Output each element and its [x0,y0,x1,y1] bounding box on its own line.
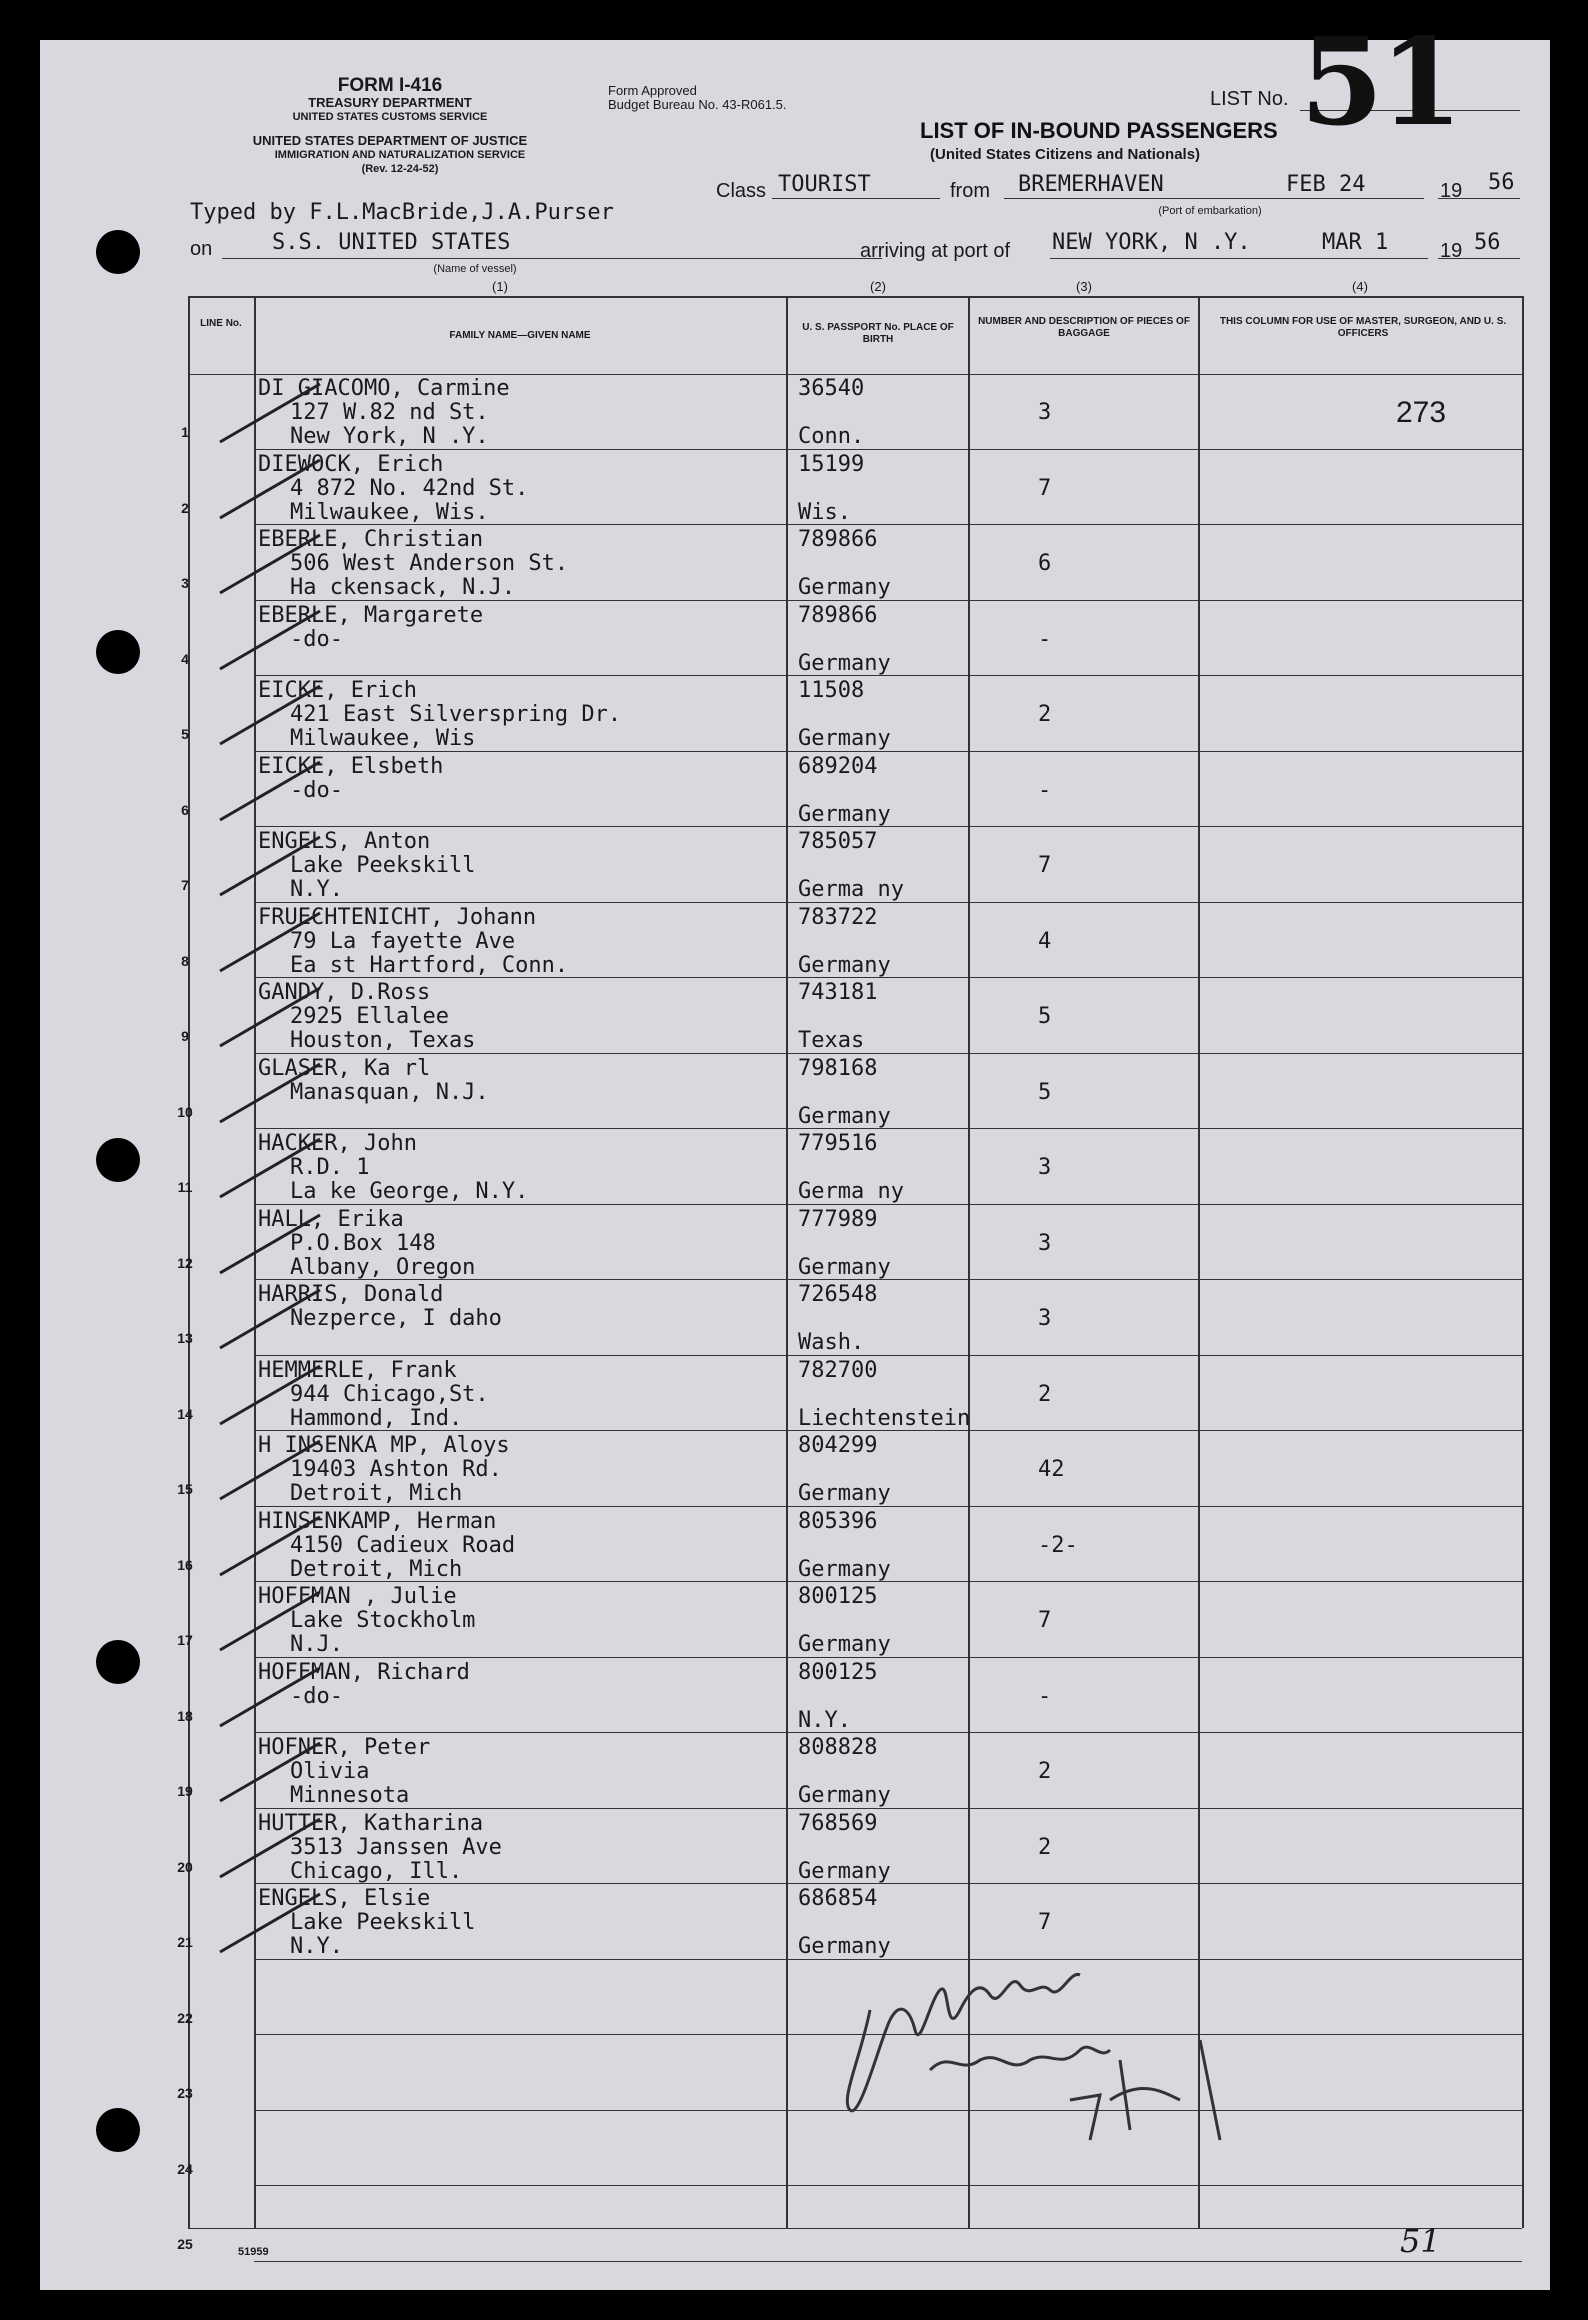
place-of-birth: Wis. [798,499,851,525]
address-line-1: -do- [290,777,343,803]
baggage-count: 2 [1038,702,1052,727]
passport-number: 805396 [798,1508,878,1534]
baggage-count: 3 [1038,400,1052,425]
line-number: 15 [177,1481,193,1497]
table-row [0,1356,1510,1432]
table-row [0,752,1510,828]
passenger-name: DI GIACOMO, Carmine [258,376,510,401]
passport-number: 15199 [798,451,865,477]
passport-number: 743181 [798,980,878,1005]
passenger-name: EICKE, Erich [258,678,417,703]
passenger-name: EBERLE, Margarete [258,602,484,628]
check-mark-icon [210,1815,340,1885]
baggage-count: 3 [1038,1155,1052,1180]
line-number: 1 [181,424,189,440]
table-row [0,1431,1510,1507]
baggage-count: 7 [1038,1608,1052,1633]
place-of-birth: Germany [798,726,891,751]
col-header-line-no: LINE No. [200,318,242,329]
table-row [0,1129,1510,1205]
line-number: 12 [177,1254,193,1271]
form-code: 51959 [238,2246,269,2258]
line-number: 6 [181,801,189,818]
place-of-birth: Germany [798,952,891,978]
passport-number: 798168 [798,1055,878,1081]
vessel-name: S.S. UNITED STATES [272,230,511,255]
passenger-name: HOFFMAN , Julie [258,1584,457,1609]
baggage-count: 6 [1038,551,1052,576]
table-row [0,374,1510,450]
table-row [0,1582,1510,1658]
place-of-birth: Germany [798,650,891,676]
table-row [0,2186,1510,2262]
address-line-1: 79 La fayette Ave [290,928,516,954]
passenger-name: ENGELS, Elsie [258,1886,431,1911]
line-number: 11 [177,1179,193,1195]
on-label: on [190,238,213,260]
table-row [0,1205,1510,1281]
place-of-birth: Conn. [798,424,865,449]
arrival-year-suffix: 56 [1474,230,1501,255]
passenger-name: HUTTER, Katharina [258,1810,484,1836]
check-mark-icon [210,1362,340,1432]
place-of-birth: Liechtenstein [798,1405,971,1431]
address-line-1: -do- [290,626,343,652]
passenger-name: GANDY, D.Ross [258,980,431,1005]
col-header-officers: THIS COLUMN FOR USE OF MASTER, SURGEON, AND U. S. OFFICERS [1219,316,1507,339]
col-num-3: (3) [1076,279,1092,294]
immigration-service: IMMIGRATION AND NATURALIZATION SERVICE [274,149,526,161]
passport-number: 686854 [798,1886,878,1911]
check-mark-icon [210,456,340,526]
departure-year-prefix: 19 [1440,180,1463,202]
line-number: 9 [181,1028,189,1044]
baggage-count: - [1038,626,1052,652]
passenger-name: HACKER, John [258,1131,417,1156]
passport-number: 782700 [798,1357,878,1383]
passenger-name: DIEWOCK, Erich [258,451,444,477]
line-number: 5 [181,726,189,742]
address-line-1: 19403 Ashton Rd. [290,1457,502,1482]
line-number: 17 [177,1632,193,1648]
row-divider [254,2261,1522,2262]
passport-number: 789866 [798,527,878,552]
table-row [0,2035,1510,2111]
passenger-name: GLASER, Ka rl [258,1055,431,1081]
address-line-1: 2925 Ellalee [290,1004,449,1029]
check-mark-icon [210,1588,340,1658]
place-of-birth: Wash. [798,1330,865,1355]
address-line-2: Hammond, Ind. [290,1405,463,1431]
baggage-count: - [1038,777,1052,803]
address-line-1: -do- [290,1683,343,1709]
form-title: FORM I-416 [337,75,443,96]
baggage-count: 2 [1038,1381,1052,1407]
address-line-2: Minnesota [290,1783,410,1808]
baggage-count: 7 [1038,475,1052,501]
passport-number: 36540 [798,376,865,401]
place-of-birth: Germany [798,575,891,600]
address-line-2: Chicago, Ill. [290,1858,463,1884]
table-row [0,1280,1510,1356]
justice-department: UNITED STATES DEPARTMENT OF JUSTICE [252,133,528,148]
place-of-birth: Germany [798,1783,891,1808]
check-mark-icon [210,1135,340,1205]
passenger-name: EBERLE, Christian [258,527,484,552]
line-number: 22 [177,2009,193,2026]
baggage-count: 2 [1038,1759,1052,1784]
place-of-birth: Germany [798,1556,891,1582]
passenger-name: EICKE, Elsbeth [258,753,444,779]
passport-number: 783722 [798,904,878,930]
line-number: 25 [177,2236,193,2252]
table-row [0,525,1510,601]
address-line-1: 4 872 No. 42nd St. [290,475,529,501]
place-of-birth: Germany [798,1103,891,1129]
baggage-count: -2- [1038,1532,1078,1558]
table-row [0,1733,1510,1809]
table-row [0,450,1510,526]
table-row [0,1054,1510,1130]
table-row [0,978,1510,1054]
passenger-name: H INSENKA MP, Aloys [258,1433,510,1458]
passport-number: 779516 [798,1131,878,1156]
line-number: 14 [177,1405,193,1422]
place-of-birth: Germany [798,1632,891,1657]
check-mark-icon [210,531,340,601]
col-num-1: (1) [492,279,508,294]
check-mark-icon [210,1890,340,1960]
revision: (Rev. 12-24-52) [361,163,439,175]
address-line-1: 506 West Anderson St. [290,551,569,576]
address-line-2: Detroit, Mich [290,1556,463,1582]
passport-number: 11508 [798,678,865,703]
address-line-1: 127 W.82 nd St. [290,400,489,425]
place-of-birth: N.Y. [798,1707,851,1733]
baggage-count: 3 [1038,1230,1052,1256]
check-mark-icon [210,909,340,979]
arrival-port: NEW YORK, N .Y. [1052,230,1251,255]
address-line-2: N.J. [290,1632,343,1657]
address-line-1: 944 Chicago,St. [290,1381,489,1407]
passenger-name: ENGELS, Anton [258,829,431,854]
line-number: 24 [177,2160,193,2177]
line-number: 20 [177,1858,193,1875]
list-subtitle: (United States Citizens and Nationals) [930,146,1201,163]
check-mark-icon [210,1060,340,1130]
line-number: 13 [177,1330,193,1346]
passenger-name: HOFNER, Peter [258,1735,431,1760]
address-line-2: Milwaukee, Wis [290,726,476,751]
officer-note: 273 [1396,396,1447,429]
form-approved: Form Approved [608,83,697,98]
address-line-1: 3513 Janssen Ave [290,1834,502,1860]
line-number: 2 [181,499,189,516]
table-row [0,1960,1510,2036]
typed-by: Typed by F.L.MacBride,J.A.Purser [190,200,614,225]
check-mark-icon [210,1437,340,1507]
baggage-count: 7 [1038,1910,1052,1935]
signature-scribble [820,1900,1260,2160]
list-number: 51 [1300,12,1459,153]
table-row [0,827,1510,903]
address-line-1: Olivia [290,1759,370,1784]
address-line-1: 421 East Silverspring Dr. [290,702,622,727]
address-line-1: P.O.Box 148 [290,1230,436,1256]
arrival-date: MAR 1 [1322,230,1389,255]
col-num-2: (2) [870,279,886,294]
col-header-baggage: NUMBER AND DESCRIPTION OF PIECES OF BAGGAGE [978,316,1190,339]
baggage-count: 2 [1038,1834,1052,1860]
table-row [0,1507,1510,1583]
table-row [0,601,1510,677]
place-of-birth: Germany [798,1934,891,1959]
address-line-2: New York, N .Y. [290,424,489,449]
address-line-2: Milwaukee, Wis. [290,499,489,525]
departure-year-suffix: 56 [1488,170,1515,195]
passport-number: 789866 [798,602,878,628]
line-number: 10 [177,1103,193,1120]
baggage-count: 3 [1038,1306,1052,1331]
address-line-1: Lake Peekskill [290,853,476,878]
baggage-count: 4 [1038,928,1052,954]
class-value: TOURIST [778,172,871,197]
baggage-count: - [1038,1683,1052,1709]
passport-number: 777989 [798,1206,878,1232]
address-line-2: Ha ckensack, N.J. [290,575,516,600]
address-line-1: Lake Stockholm [290,1608,476,1633]
check-mark-icon [210,682,340,752]
check-mark-icon [210,1664,340,1734]
passport-number: 768569 [798,1810,878,1836]
passenger-name: HINSENKAMP, Herman [258,1508,497,1534]
check-mark-icon [210,758,340,828]
port-embarkation-caption: (Port of embarkation) [1158,205,1262,217]
check-mark-icon [210,833,340,903]
vessel-caption: (Name of vessel) [433,263,517,275]
address-line-1: Manasquan, N.J. [290,1079,489,1105]
place-of-birth: Germany [798,1858,891,1884]
baggage-count: 5 [1038,1004,1052,1029]
passport-number: 808828 [798,1735,878,1760]
check-mark-icon [210,1513,340,1583]
check-mark-icon [210,1739,340,1809]
line-number: 4 [181,650,189,667]
address-line-2: Albany, Oregon [290,1254,476,1280]
treasury-department: TREASURY DEPARTMENT [308,95,472,110]
line-number: 16 [177,1556,193,1573]
line-number: 7 [181,877,189,893]
place-of-birth: Germany [798,1481,891,1506]
list-no-label: LIST No. [1210,88,1289,110]
line-number: 18 [177,1707,193,1724]
address-line-2: N.Y. [290,1934,343,1959]
table-row [0,2111,1510,2187]
line-number: 19 [177,1783,193,1799]
place-of-birth: Texas [798,1028,865,1053]
baggage-count: 7 [1038,853,1052,878]
table-row [0,1809,1510,1885]
address-line-2: Detroit, Mich [290,1481,463,1506]
line-number: 23 [177,2085,193,2101]
line-number: 3 [181,575,189,591]
table-row [0,1658,1510,1734]
passport-number: 800125 [798,1584,878,1609]
check-mark-icon [210,1211,340,1281]
check-mark-icon [210,607,340,677]
address-line-2: Houston, Texas [290,1028,476,1053]
passport-number: 689204 [798,753,878,779]
from-value: BREMERHAVEN [1018,172,1164,197]
page-mark: 51 [1400,2222,1441,2260]
table-row [0,1884,1510,1960]
class-label: Class [716,180,767,202]
address-line-2: Ea st Hartford, Conn. [290,952,569,978]
baggage-count: 42 [1038,1457,1065,1482]
passenger-name: HOFFMAN, Richard [258,1659,470,1685]
budget-bureau: Budget Bureau No. 43-R061.5. [608,97,787,112]
passport-number: 804299 [798,1433,878,1458]
table-row [0,903,1510,979]
address-line-2: N.Y. [290,877,343,902]
from-label: from [950,180,990,202]
passenger-name: HEMMERLE, Frank [258,1357,457,1383]
col-num-4: (4) [1352,279,1368,294]
address-line-1: 4150 Cadieux Road [290,1532,516,1558]
address-line-1: R.D. 1 [290,1155,370,1180]
place-of-birth: Germany [798,1254,891,1280]
arrival-year-prefix: 19 [1440,240,1463,262]
passport-number: 726548 [798,1282,878,1307]
passenger-name: FRUECHTENICHT, Johann [258,904,537,930]
address-line-2: La ke George, N.Y. [290,1179,529,1204]
col-header-name: FAMILY NAME—GIVEN NAME [449,330,591,341]
passport-number: 785057 [798,829,878,854]
place-of-birth: Germa ny [798,1179,904,1204]
customs-service: UNITED STATES CUSTOMS SERVICE [292,111,488,123]
baggage-count: 5 [1038,1079,1052,1105]
check-mark-icon [210,984,340,1054]
address-line-1: Lake Peekskill [290,1910,476,1935]
passenger-name: HALL, Erika [258,1206,404,1232]
line-number: 8 [181,952,189,969]
line-number: 21 [177,1934,193,1950]
check-mark-icon [210,380,340,450]
address-line-1: Nezperce, I daho [290,1306,502,1331]
punch-hole [96,230,140,274]
passenger-name: HARRIS, Donald [258,1282,444,1307]
table-row [0,676,1510,752]
place-of-birth: Germa ny [798,877,904,902]
passport-number: 800125 [798,1659,878,1685]
col-header-passport: U. S. PASSPORT No. PLACE OF BIRTH [802,322,954,345]
arriving-label: arriving at port of [860,240,1011,262]
list-title: LIST OF IN-BOUND PASSENGERS [920,118,1278,143]
check-mark-icon [210,1286,340,1356]
departure-date: FEB 24 [1286,172,1366,197]
place-of-birth: Germany [798,801,891,827]
